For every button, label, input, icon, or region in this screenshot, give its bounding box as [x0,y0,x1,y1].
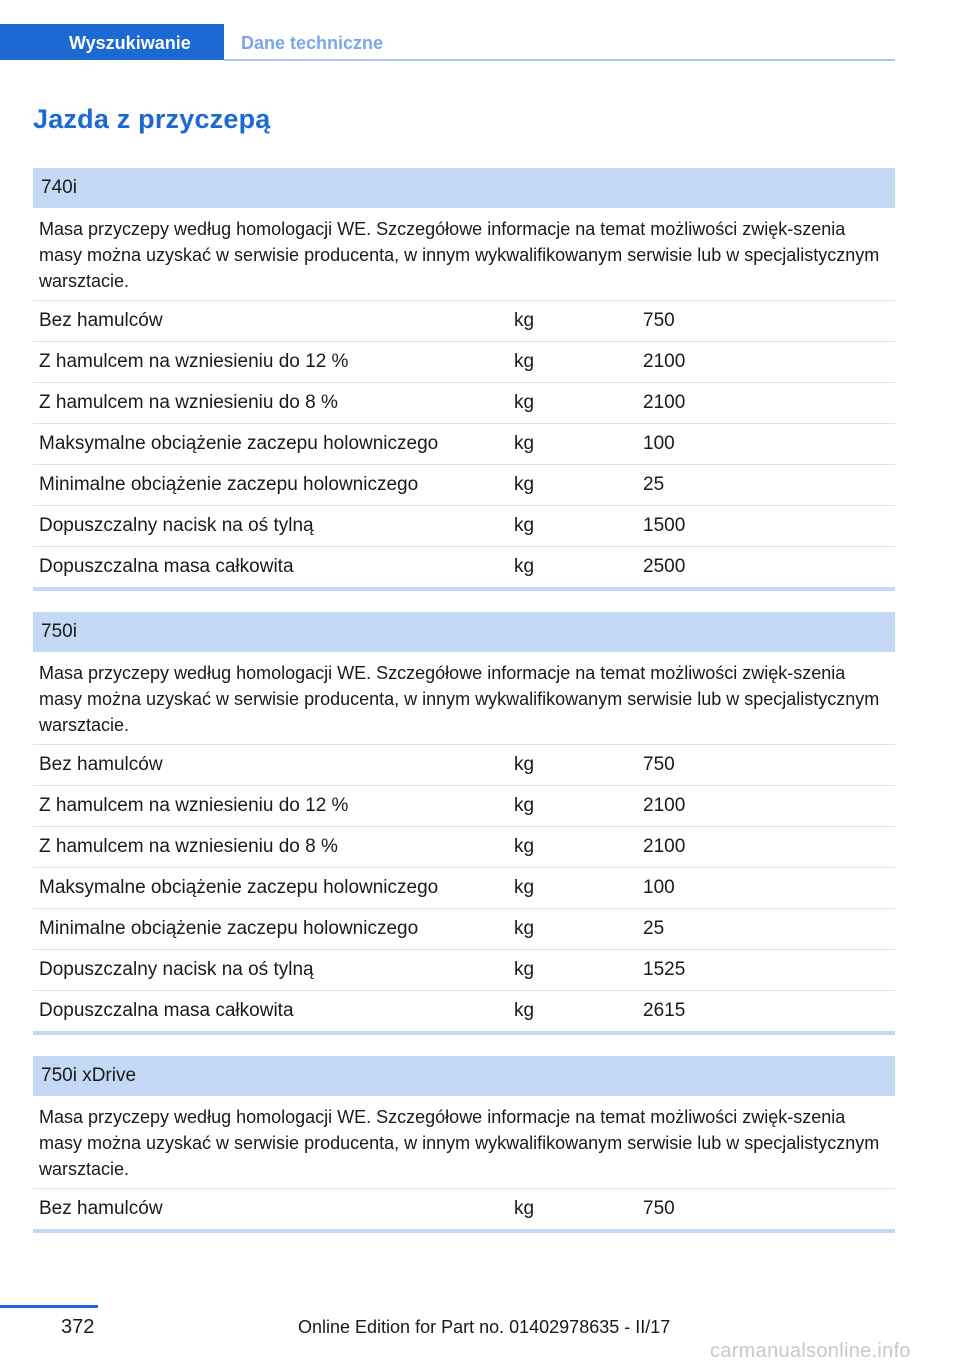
row-label: Dopuszczalny nacisk na oś tylną [39,515,314,536]
row-unit: kg [514,310,535,331]
row-unit: kg [514,918,535,939]
row-value: 750 [643,1198,675,1219]
watermark: carmanualsonline.info [710,1340,911,1362]
row-label: Bez hamulców [39,310,163,331]
row-label: Z hamulcem na wzniesieniu do 12 % [39,351,349,372]
row-label: Z hamulcem na wzniesieniu do 8 % [39,836,338,857]
row-value: 2615 [643,1000,686,1021]
section-title: 750i [33,612,895,652]
table-row [33,745,895,786]
table-row [33,786,895,827]
row-value: 2500 [643,556,686,577]
row-value: 100 [643,877,675,898]
row-unit: kg [514,836,535,857]
row-label: Minimalne obciążenie zaczepu holowniczego [39,918,419,939]
row-unit: kg [514,1198,535,1219]
page-title: Jazda z przyczepą [33,104,271,134]
row-label: Bez hamulców [39,1198,163,1219]
row-value: 2100 [643,351,686,372]
row-unit: kg [514,474,535,495]
row-unit: kg [514,351,535,372]
row-unit: kg [514,1000,535,1021]
row-label: Dopuszczalna masa całkowita [39,1000,294,1021]
table-row [33,827,895,868]
row-unit: kg [514,795,535,816]
row-unit: kg [514,392,535,413]
row-label: Dopuszczalny nacisk na oś tylną [39,959,314,980]
row-value: 750 [643,754,675,775]
row-unit: kg [514,556,535,577]
header-bar [0,24,895,62]
section-title: 750i xDrive [33,1056,895,1096]
row-value: 25 [643,474,665,495]
row-label: Z hamulcem na wzniesieniu do 8 % [39,392,338,413]
row-value: 1500 [643,515,686,536]
section-740i [33,168,895,591]
table-row [33,465,895,506]
section-description: Masa przyczepy według homologacji WE. Szczegółowe informacje na temat możliwości zwięk-szenia masy można uzyskać w serwisie producenta, w innym wykwalifikowanym serwisie lub w specjalistycznym warsztacie. [33,1096,895,1189]
row-unit: kg [514,877,535,898]
row-label: Maksymalne obciążenie zaczepu holowniczego [39,877,439,898]
edition-note: Online Edition for Part no. 01402978635 - II/17 [298,1317,671,1337]
row-value: 1525 [643,959,686,980]
row-label: Z hamulcem na wzniesieniu do 12 % [39,795,349,816]
footer-accent-line [0,1305,98,1308]
section-title: 740i [33,168,895,208]
row-unit: kg [514,433,535,454]
table-row [33,1189,895,1229]
page-number: 372 [61,1316,95,1338]
tab-wyszukiwanie[interactable]: Wyszukiwanie [0,24,224,60]
table-row [33,383,895,424]
table-row [33,991,895,1031]
row-value: 100 [643,433,675,454]
section-end-bar [33,587,895,591]
row-unit: kg [514,959,535,980]
section-750i [33,612,895,1035]
table-row [33,909,895,950]
table-row [33,868,895,909]
table-row [33,506,895,547]
table-row [33,424,895,465]
row-unit: kg [514,754,535,775]
row-label: Bez hamulców [39,754,163,775]
section-description: Masa przyczepy według homologacji WE. Szczegółowe informacje na temat możliwości zwięk-szenia masy można uzyskać w serwisie producenta, w innym wykwalifikowanym serwisie lub w specjalistycznym warsztacie. [33,208,895,301]
table-row [33,301,895,342]
row-unit: kg [514,515,535,536]
section-750i-xdrive [33,1056,895,1233]
row-label: Dopuszczalna masa całkowita [39,556,294,577]
row-value: 2100 [643,836,686,857]
section-end-bar [33,1229,895,1233]
table-row [33,547,895,587]
header-divider [224,59,895,61]
section-description: Masa przyczepy według homologacji WE. Szczegółowe informacje na temat możliwości zwięk-szenia masy można uzyskać w serwisie producenta, w innym wykwalifikowanym serwisie lub w specjalistycznym warsztacie. [33,652,895,745]
section-end-bar [33,1031,895,1035]
table-row [33,342,895,383]
row-label: Minimalne obciążenie zaczepu holowniczego [39,474,419,495]
row-label: Maksymalne obciążenie zaczepu holowniczego [39,433,439,454]
row-value: 2100 [643,795,686,816]
row-value: 750 [643,310,675,331]
tab-dane-techniczne[interactable]: Dane techniczne [241,33,384,53]
row-value: 2100 [643,392,686,413]
table-row [33,950,895,991]
row-value: 25 [643,918,665,939]
